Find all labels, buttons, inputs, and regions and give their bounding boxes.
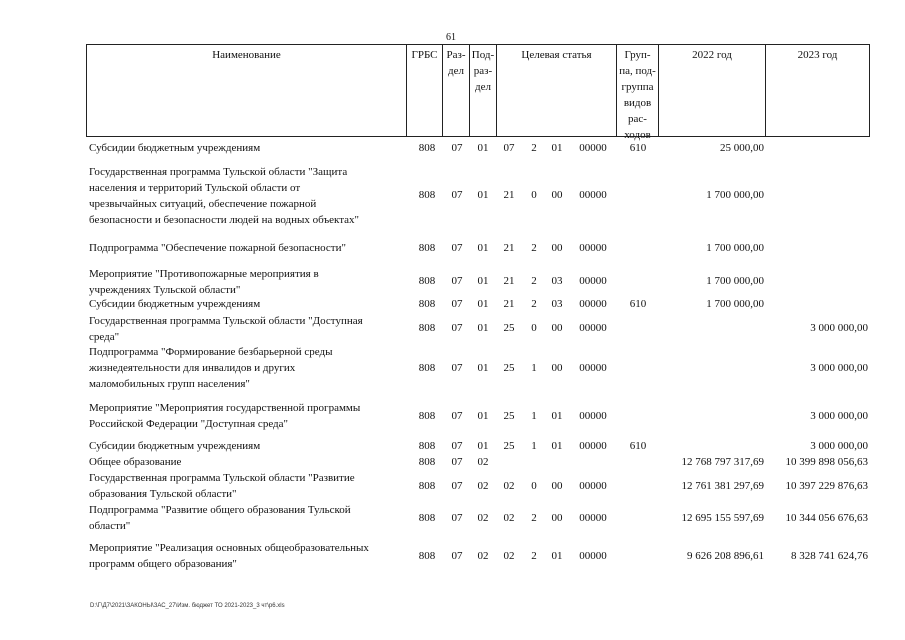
row-cs-program: 02	[503, 512, 515, 524]
row-podrazdel: 02	[477, 550, 489, 562]
row-razdel: 07	[451, 410, 463, 422]
row-cs-sub: 2	[531, 512, 537, 524]
row-cs-event: 00	[551, 322, 563, 334]
row-2022: 1 700 000,00	[706, 189, 764, 201]
row-cs-direction: 00000	[579, 440, 607, 452]
row-grbs: 808	[418, 142, 436, 154]
row-cs-event: 00	[551, 480, 563, 492]
row-podrazdel: 01	[477, 189, 489, 201]
row-cs-sub: 2	[531, 550, 537, 562]
row-cs-direction: 00000	[579, 242, 607, 254]
row-cs-sub: 0	[531, 480, 537, 492]
row-grbs: 808	[418, 440, 436, 452]
row-cs-direction: 00000	[579, 480, 607, 492]
row-cs-sub: 2	[531, 275, 537, 287]
row-cs-event: 00	[551, 512, 563, 524]
row-2023: 8 328 741 624,76	[791, 550, 868, 562]
row-cs-program: 21	[503, 242, 515, 254]
row-podrazdel: 01	[477, 298, 489, 310]
row-podrazdel: 02	[477, 456, 489, 468]
row-razdel: 07	[451, 362, 463, 374]
header-vr-line: рас-	[628, 113, 647, 125]
row-2022: 25 000,00	[720, 142, 764, 154]
row-name: Субсидии бюджетным учреждениям	[89, 298, 261, 310]
row-cs-sub: 2	[531, 242, 537, 254]
row-cs-direction: 00000	[579, 322, 607, 334]
header-razdel	[442, 44, 470, 137]
row-razdel: 07	[451, 512, 463, 524]
row-cs-sub: 0	[531, 189, 537, 201]
row-cs-program: 25	[503, 440, 515, 452]
row-podrazdel: 01	[477, 242, 489, 254]
row-cs-event: 01	[551, 550, 563, 562]
row-razdel: 07	[451, 456, 463, 468]
row-2023: 10 399 898 056,63	[785, 456, 868, 468]
row-name: Общее образование	[89, 456, 182, 468]
row-2023: 10 397 229 876,63	[785, 480, 868, 492]
row-podrazdel: 01	[477, 275, 489, 287]
row-name: Государственная программа Тульской области "Защита населения и территорий Тульской области от чрезвычайных ситуаций, обеспечение пожарной безопасности и безопасности людей на водных объектах"	[89, 166, 360, 226]
row-cs-program: 07	[503, 142, 515, 154]
row-cs-event: 03	[551, 275, 563, 287]
row-razdel: 07	[451, 298, 463, 310]
row-grbs: 808	[418, 550, 436, 562]
row-2022: 1 700 000,00	[706, 298, 764, 310]
row-cs-direction: 00000	[579, 142, 607, 154]
header-vr-line: Груп-	[624, 49, 651, 61]
row-cs-event: 00	[551, 189, 563, 201]
row-cs-program: 25	[503, 362, 515, 374]
row-name: Государственная программа Тульской области "Доступная среда"	[89, 315, 363, 343]
row-podrazdel: 02	[477, 480, 489, 492]
row-podrazdel: 01	[477, 142, 489, 154]
header-grbs	[406, 44, 443, 137]
row-cs-program: 21	[503, 189, 515, 201]
row-name: Мероприятие "Реализация основных общеобразовательных программ общего образования"	[89, 542, 369, 570]
row-name: Мероприятие "Мероприятия государственной программы Российской Федерации "Доступная среда"	[89, 402, 361, 430]
row-grbs: 808	[418, 410, 436, 422]
row-cs-event: 03	[551, 298, 563, 310]
row-name: Субсидии бюджетным учреждениям	[89, 440, 261, 452]
row-grbs: 808	[418, 480, 436, 492]
header-vr	[616, 44, 659, 141]
row-cs-program: 25	[503, 410, 515, 422]
row-cs-program: 02	[503, 480, 515, 492]
header-vr-line: группа	[621, 81, 654, 93]
row-cs-direction: 00000	[579, 550, 607, 562]
row-2023: 3 000 000,00	[810, 362, 868, 374]
row-cs-sub: 2	[531, 298, 537, 310]
row-2023: 10 344 056 676,63	[785, 512, 868, 524]
row-2022: 1 700 000,00	[706, 275, 764, 287]
row-cs-program: 02	[503, 550, 515, 562]
row-grbs: 808	[418, 456, 436, 468]
header-grbs-line: ГРБС	[411, 49, 438, 61]
row-name: Государственная программа Тульской области "Развитие образования Тульской области"	[89, 472, 355, 500]
header-2023	[765, 44, 870, 137]
row-podrazdel: 01	[477, 440, 489, 452]
row-razdel: 07	[451, 440, 463, 452]
row-name: Подпрограмма "Обеспечение пожарной безопасности"	[89, 242, 346, 254]
row-cs-sub: 2	[531, 142, 537, 154]
row-razdel: 07	[451, 242, 463, 254]
row-name: Подпрограмма "Формирование безбарьерной среды жизнедеятельности для инвалидов и других маломобильных групп населения"	[89, 346, 333, 390]
row-podrazdel: 01	[477, 322, 489, 334]
file-path-footer: D:\Г\Д7\2021\ЗАКОНЫ\ЗАС_27\Изм. бюджет ТО 2021-2023_3 чт\р6.xls	[90, 603, 285, 609]
row-grbs: 808	[418, 322, 436, 334]
row-cs-event: 00	[551, 242, 563, 254]
page-number: 61	[446, 32, 456, 43]
row-name: Субсидии бюджетным учреждениям	[89, 142, 261, 154]
row-cs-sub: 0	[531, 322, 537, 334]
header-podrazdel	[469, 44, 497, 137]
row-podrazdel: 01	[477, 410, 489, 422]
row-razdel: 07	[451, 322, 463, 334]
row-podrazdel: 01	[477, 362, 489, 374]
row-vr: 610	[629, 142, 647, 154]
header-name	[86, 44, 407, 137]
header-podrazdel-line: Под-	[471, 49, 495, 61]
row-razdel: 07	[451, 189, 463, 201]
row-vr: 610	[629, 440, 647, 452]
row-podrazdel: 02	[477, 512, 489, 524]
row-cs-sub: 1	[531, 440, 537, 452]
row-cs-direction: 00000	[579, 512, 607, 524]
header-podrazdel-line: раз-	[473, 65, 493, 77]
row-2023: 3 000 000,00	[810, 440, 868, 452]
row-cs-event: 01	[551, 410, 563, 422]
header-2022-line: 2022 год	[692, 49, 732, 61]
row-2022: 12 695 155 597,69	[681, 512, 764, 524]
row-cs-direction: 00000	[579, 189, 607, 201]
header-razdel-line: Раз-	[446, 49, 466, 61]
row-razdel: 07	[451, 275, 463, 287]
header-vr-line: па, под-	[619, 65, 656, 77]
row-razdel: 07	[451, 142, 463, 154]
header-2023-line: 2023 год	[797, 49, 838, 61]
row-cs-program: 21	[503, 275, 515, 287]
row-name: Подпрограмма "Развитие общего образования Тульской области"	[89, 504, 351, 532]
row-cs-direction: 00000	[579, 410, 607, 422]
row-cs-event: 01	[551, 142, 563, 154]
row-cs-program: 21	[503, 298, 515, 310]
row-grbs: 808	[418, 275, 436, 287]
header-razdel-line: дел	[448, 65, 464, 77]
row-razdel: 07	[451, 480, 463, 492]
header-vr-line: ходов	[624, 129, 651, 141]
row-2023: 3 000 000,00	[810, 322, 868, 334]
header-target	[496, 44, 617, 137]
row-cs-event: 01	[551, 440, 563, 452]
row-razdel: 07	[451, 550, 463, 562]
row-name: Мероприятие "Противопожарные мероприятия в учреждениях Тульской области"	[89, 268, 319, 296]
header-target-line: Целевая статья	[521, 49, 592, 61]
row-cs-sub: 1	[531, 410, 537, 422]
row-cs-direction: 00000	[579, 275, 607, 287]
row-grbs: 808	[418, 242, 436, 254]
header-2022	[658, 44, 766, 137]
row-cs-direction: 00000	[579, 362, 607, 374]
header-podrazdel-line: дел	[475, 81, 491, 93]
row-grbs: 808	[418, 512, 436, 524]
row-grbs: 808	[418, 362, 436, 374]
row-grbs: 808	[418, 298, 436, 310]
row-cs-program: 25	[503, 322, 515, 334]
row-cs-event: 00	[551, 362, 563, 374]
row-2022: 1 700 000,00	[706, 242, 764, 254]
row-2022: 9 626 208 896,61	[687, 550, 764, 562]
row-cs-direction: 00000	[579, 298, 607, 310]
row-2023: 3 000 000,00	[810, 410, 868, 422]
row-2022: 12 768 797 317,69	[681, 456, 764, 468]
row-2022: 12 761 381 297,69	[681, 480, 764, 492]
row-grbs: 808	[418, 189, 436, 201]
header-vr-line: видов	[623, 97, 652, 109]
header-name-line: Наименование	[212, 49, 281, 61]
row-cs-sub: 1	[531, 362, 537, 374]
row-vr: 610	[629, 298, 647, 310]
